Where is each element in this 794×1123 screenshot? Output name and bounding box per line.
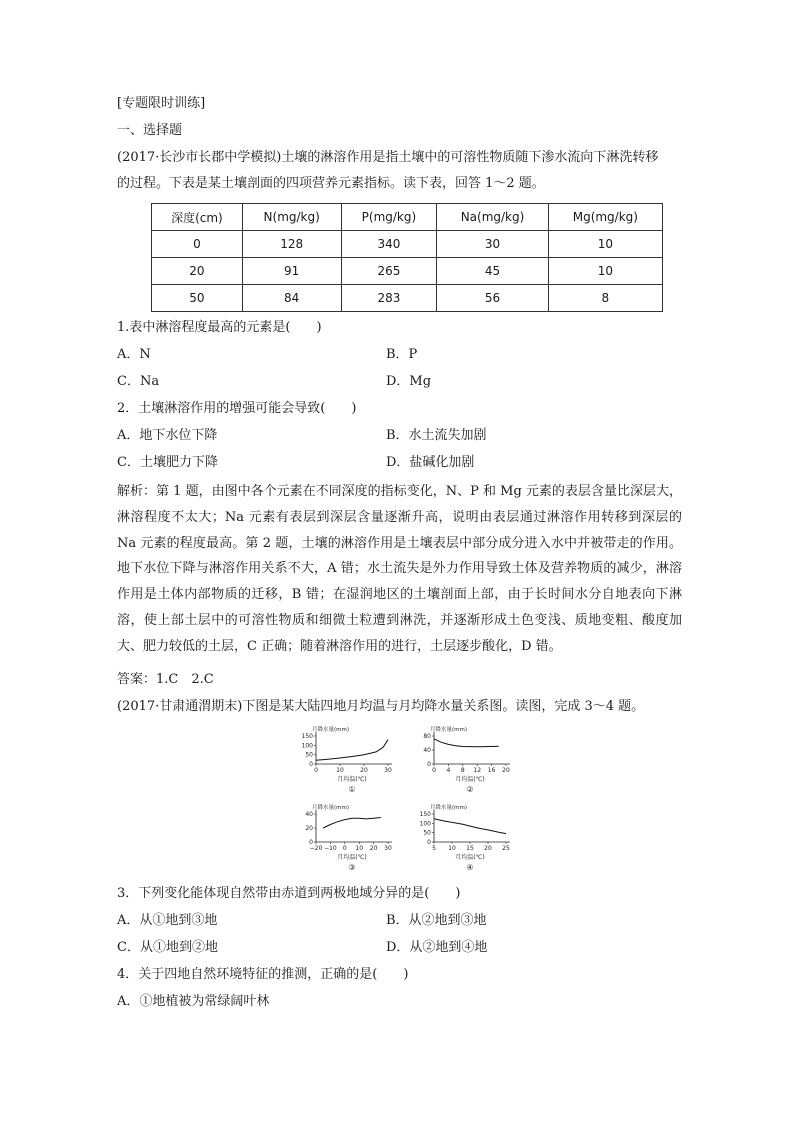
- y-tick-label: 40: [305, 811, 313, 818]
- table-cell: 84: [242, 285, 341, 312]
- x-tick-label: 0: [432, 767, 436, 774]
- table-header-row: [152, 204, 663, 231]
- x-tick-label: 20: [502, 767, 510, 774]
- table-cell: 340: [341, 231, 437, 258]
- table-cell: 8: [548, 285, 662, 312]
- y-tick-label: 0: [427, 761, 431, 768]
- q3-option-a: A．从①地到③地: [117, 913, 218, 928]
- table-cell: 50: [152, 285, 243, 312]
- y-axis-label: 月降水量(mm): [430, 805, 468, 811]
- table-row: [152, 231, 663, 258]
- table-cell: 45: [437, 258, 548, 285]
- y-tick-label: 50: [305, 751, 313, 759]
- x-tick-label: 10: [448, 845, 456, 852]
- table-cell: 10: [548, 258, 662, 285]
- y-axis-label: 月降水量(mm): [312, 805, 350, 811]
- answer-line: 答案：1.C 2.C: [117, 672, 214, 687]
- y-axis-label: 月降水量(mm): [312, 727, 350, 733]
- q1-stem: 1.表中淋溶程度最高的元素是( ): [117, 320, 322, 335]
- x-tick-label: 0: [314, 767, 318, 774]
- table-cell: 283: [341, 285, 437, 312]
- table-cell: 128: [242, 231, 341, 258]
- y-tick-label: 0: [427, 839, 431, 846]
- x-axis-label: 月均温(℃): [455, 854, 485, 861]
- table-cell: 56: [437, 285, 548, 312]
- section-subheading: 一、选择题: [117, 123, 183, 138]
- y-tick-label: 20: [305, 825, 313, 832]
- q3-option-b: B．从②地到③地: [386, 913, 487, 928]
- x-tick-label: 0: [342, 845, 347, 852]
- table-header-cell: P(mg/kg): [341, 204, 437, 231]
- table-cell: 20: [152, 258, 243, 285]
- chart-number: ②: [466, 785, 474, 794]
- x-axis-label: 月均温(℃): [337, 776, 367, 783]
- q3-option-d: D．从②地到④地: [386, 940, 488, 955]
- x-tick-label: 10: [336, 767, 344, 774]
- q2-option-d: D．盐碱化加剧: [386, 455, 475, 470]
- chart-number: ③: [348, 863, 356, 872]
- x-tick-label: 20: [360, 767, 368, 774]
- q1-option-a: A．N: [117, 347, 151, 362]
- intro1-line1: (2017·长沙市长郡中学模拟)土壤的淋溶作用是指土壤中的可溶性物质随下渗水流向下淋洗转移: [117, 150, 659, 165]
- y-tick-label: 50: [423, 829, 431, 837]
- x-axis-label: 月均温(℃): [337, 854, 367, 861]
- x-axis-label: 月均温(℃): [455, 776, 485, 783]
- x-tick-label: 5: [432, 845, 436, 852]
- y-tick-label: 100: [419, 820, 431, 828]
- table-row: [152, 258, 663, 285]
- chart-4: [408, 802, 528, 874]
- y-tick-label: 40: [423, 747, 431, 754]
- q2-option-b: B．水土流失加剧: [386, 428, 487, 443]
- table-cell: 265: [341, 258, 437, 285]
- analysis-text: 解析：第 1 题，由图中各个元素在不同深度的指标变化，N、P 和 Mg 元素的表层含量比深层大，淋溶程度不太大；Na 元素有表层到深层含量逐渐升高，说明由表层通过淋溶作用转移到深层的 Na 元素的程度最高。第 2 题，土壤的淋溶作用是土壤表层中部分成分进入水中并被带走的作用。地下水位下降与淋溶作用关系不大，A 错；水土流失是外力作用导致土体及营养物质的减少，淋溶作用是土体内部物质的迁移，B 错；在湿润地区的土壤剖面上部，由于长时间水分自地表向下淋溶，使上部土层中的可溶性物质和细微土粒遭到淋洗，并逐渐形成土色变浅、质地变粗、酸度加大、肥力较低的土层，C 正确；随着淋溶作用的进行，土层逐步酸化，D 错。: [117, 484, 682, 654]
- intro2-line: (2017·甘肃通渭期末)下图是某大陆四地月均温与月均降水量关系图。读图，完成 3～4 题。: [117, 699, 645, 714]
- q1-option-d: D．Mg: [386, 374, 432, 389]
- y-tick-label: 100: [301, 742, 313, 750]
- intro1-line2: 的过程。下表是某土壤剖面的四项营养元素指标。读下表，回答 1～2 题。: [117, 176, 545, 191]
- y-tick-label: 0: [309, 761, 313, 768]
- x-tick-label: −10: [324, 845, 337, 852]
- x-tick-label: 10: [355, 845, 364, 852]
- chart-3: [290, 802, 410, 874]
- nutrient-table: [151, 203, 663, 312]
- y-tick-label: 80: [423, 733, 431, 740]
- chart-2: [408, 724, 528, 796]
- x-tick-label: 30: [384, 845, 392, 852]
- table-row: [152, 285, 663, 312]
- series-line: [434, 739, 499, 747]
- x-tick-label: 16: [487, 767, 496, 774]
- x-tick-label: −20: [309, 845, 323, 852]
- series-line: [434, 819, 506, 834]
- y-tick-label: 150: [419, 811, 431, 818]
- table-header-cell: N(mg/kg): [242, 204, 341, 231]
- series-line: [316, 740, 388, 761]
- x-tick-label: 20: [484, 845, 492, 852]
- x-tick-label: 8: [460, 767, 465, 774]
- y-tick-label: 150: [301, 733, 313, 740]
- y-tick-label: 0: [309, 839, 313, 846]
- section-heading: [专题限时训练]: [117, 96, 206, 111]
- q3-stem: 3．下列变化能体现自然带由赤道到两极地域分异的是( ): [117, 886, 461, 901]
- x-tick-label: 15: [466, 845, 474, 852]
- table-header-cell: Na(mg/kg): [437, 204, 548, 231]
- q4-stem: 4．关于四地自然环境特征的推测，正确的是( ): [117, 967, 409, 982]
- table-cell: 10: [548, 231, 662, 258]
- chart-number: ④: [466, 863, 474, 872]
- x-tick-label: 25: [502, 845, 510, 852]
- table-cell: 91: [242, 258, 341, 285]
- y-axis-label: 月降水量(mm): [430, 727, 468, 733]
- q2-option-a: A．地下水位下降: [117, 428, 218, 443]
- x-tick-label: 20: [369, 845, 378, 852]
- series-line: [323, 818, 381, 829]
- q3-option-c: C．从①地到②地: [117, 940, 218, 955]
- q2-stem: 2．土壤淋溶作用的增强可能会导致( ): [117, 401, 357, 416]
- q4-option-a: A．①地植被为常绿阔叶林: [117, 994, 270, 1009]
- q1-option-c: C．Na: [117, 374, 160, 389]
- table-cell: 30: [437, 231, 548, 258]
- chart-number: ①: [348, 785, 356, 794]
- table-header-cell: Mg(mg/kg): [548, 204, 662, 231]
- x-tick-label: 12: [473, 767, 482, 774]
- table-cell: 0: [152, 231, 243, 258]
- q2-option-c: C．土壤肥力下降: [117, 455, 218, 470]
- analysis-paragraph: [117, 479, 682, 660]
- q1-option-b: B．P: [386, 347, 418, 362]
- chart-1: [290, 724, 410, 796]
- x-tick-label: 4: [446, 767, 451, 774]
- x-tick-label: 30: [384, 767, 392, 774]
- table-header-cell: 深度(cm): [152, 204, 243, 231]
